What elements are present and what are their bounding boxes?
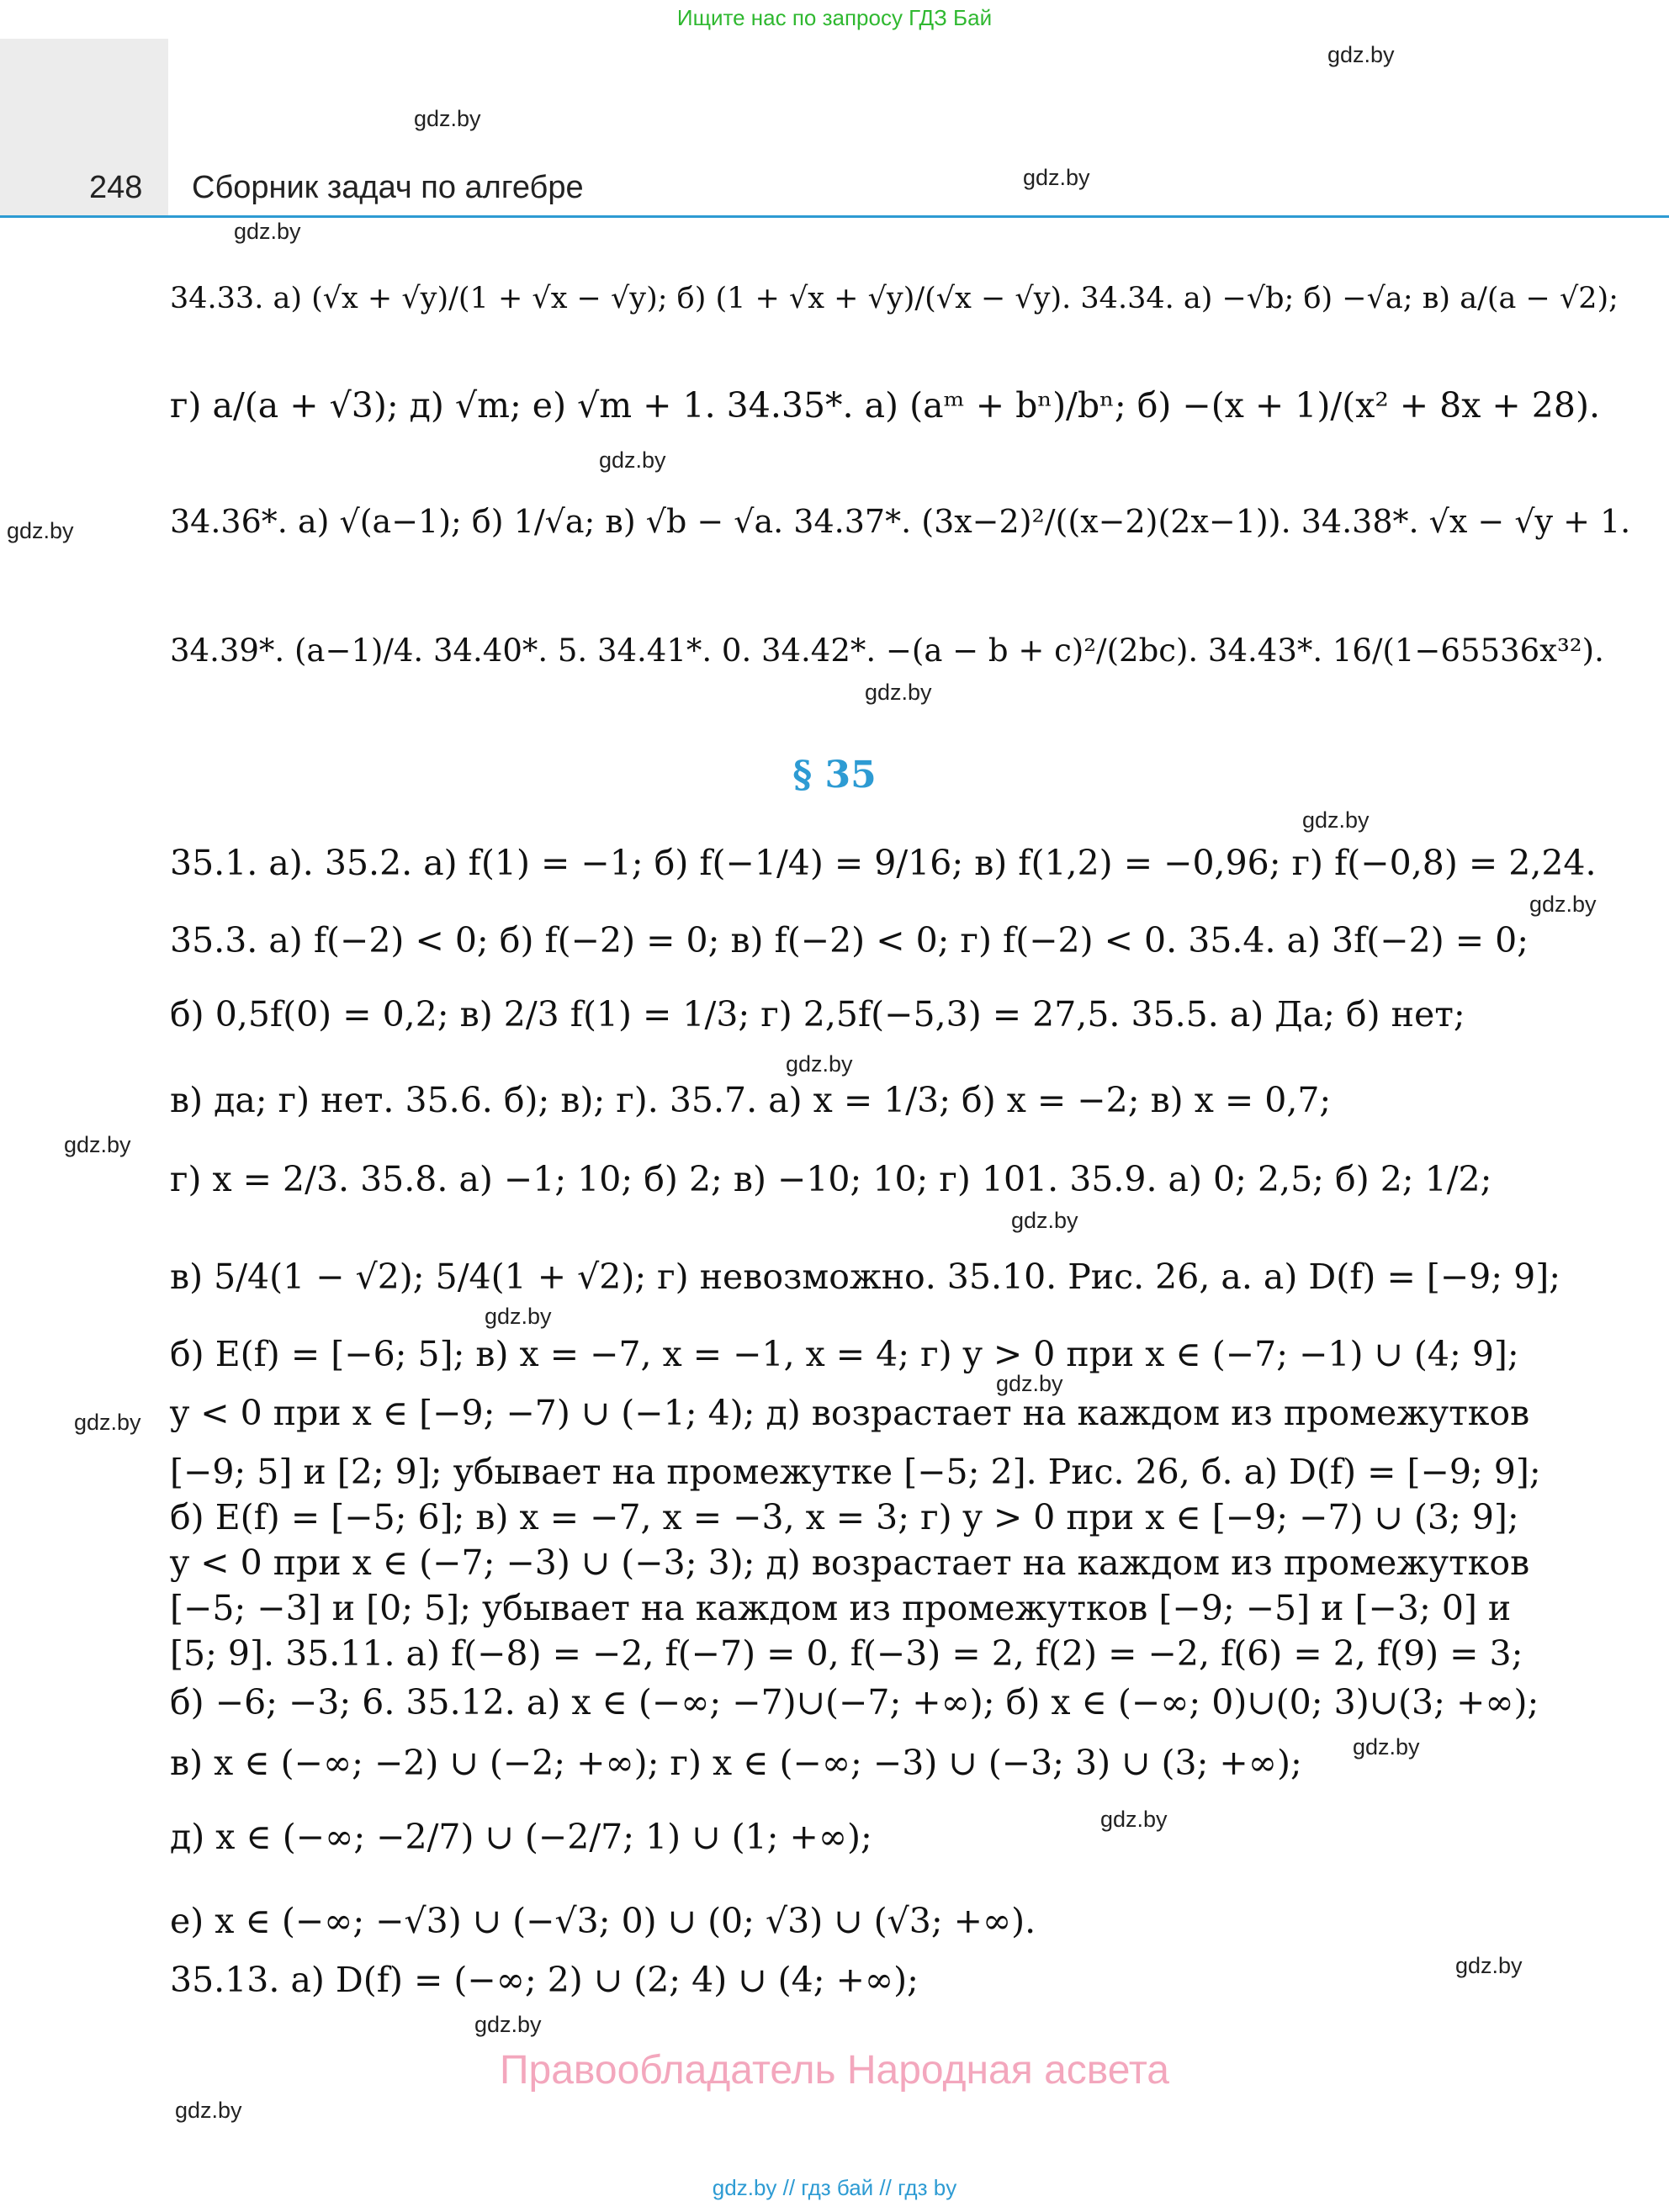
answer-line: 34.33. а) (√x + √y)/(1 + √x − √y); б) (1 + √x + √y)/(√x − √y). 34.34. а) −√b; б) −√a; в) a/(a − √2); — [170, 282, 1619, 315]
page-number: 248 — [89, 170, 143, 205]
answer-line: е) x ∈ (−∞; −√3) ∪ (−√3; 0) ∪ (0; √3) ∪ (√3; +∞). — [170, 1901, 1036, 1941]
watermark: gdz.by — [1011, 1208, 1078, 1233]
watermark: gdz.by — [865, 680, 932, 705]
answer-line: в) x ∈ (−∞; −2) ∪ (−2; +∞); г) x ∈ (−∞; −3) ∪ (−3; 3) ∪ (3; +∞); — [170, 1743, 1302, 1783]
header-rule — [0, 215, 1669, 218]
answer-line: 34.36*. а) √(a−1); б) 1/√a; в) √b − √a. 34.37*. (3x−2)²/((x−2)(2x−1)). 34.38*. √x − √y + 1. — [170, 503, 1631, 540]
answer-line: 34.39*. (a−1)/4. 34.40*. 5. 34.41*. 0. 34.42*. −(a − b + c)²/(2bc). 34.43*. 16/(1−65536x³²). — [170, 632, 1604, 669]
watermark: gdz.by — [1100, 1807, 1168, 1832]
footer-links: gdz.by // гдз бай // гдз by — [712, 2175, 957, 2200]
watermark: gdz.by — [175, 2098, 242, 2123]
watermark: gdz.by — [485, 1304, 552, 1329]
answer-line: б) E(f) = [−6; 5]; в) x = −7, x = −1, x = 4; г) y > 0 при x ∈ (−7; −1) ∪ (4; 9]; — [170, 1334, 1519, 1374]
watermark: gdz.by — [64, 1132, 131, 1157]
watermark: gdz.by — [1327, 42, 1395, 67]
answer-line: [−5; −3] и [0; 5]; убывает на каждом из промежутков [−9; −5] и [−3; 0] и — [170, 1588, 1512, 1628]
watermark: gdz.by — [1529, 892, 1597, 917]
answer-line: г) x = 2/3. 35.8. а) −1; 10; б) 2; в) −10; 10; г) 101. 35.9. а) 0; 2,5; б) 2; 1/2; — [170, 1159, 1492, 1199]
answer-line: y < 0 при x ∈ [−9; −7) ∪ (−1; 4); д) возрастает на каждом из промежутков — [170, 1393, 1530, 1433]
watermark: gdz.by — [1353, 1734, 1420, 1760]
watermark: gdz.by — [234, 219, 301, 244]
answer-line: y < 0 при x ∈ (−7; −3) ∪ (−3; 3); д) возрастает на каждом из промежутков — [170, 1543, 1530, 1583]
section-heading: § 35 — [792, 754, 877, 796]
watermark: gdz.by — [599, 447, 666, 473]
answer-line: б) 0,5f(0) = 0,2; в) 2/3 f(1) = 1/3; г) 2,5f(−5,3) = 27,5. 35.5. а) Да; б) нет; — [170, 994, 1465, 1035]
answer-line: в) да; г) нет. 35.6. б); в); г). 35.7. а) x = 1/3; б) x = −2; в) x = 0,7; — [170, 1080, 1332, 1120]
watermark: gdz.by — [1302, 807, 1370, 833]
watermark: gdz.by — [414, 106, 481, 131]
answer-line: 35.13. а) D(f) = (−∞; 2) ∪ (2; 4) ∪ (4; +∞); — [170, 1960, 919, 2000]
answer-line: б) E(f) = [−5; 6]; в) x = −7, x = −3, x = 3; г) y > 0 при x ∈ [−9; −7) ∪ (3; 9]; — [170, 1497, 1519, 1537]
watermark: gdz.by — [1023, 165, 1090, 190]
answer-line: 35.1. а). 35.2. а) f(1) = −1; б) f(−1/4) = 9/16; в) f(1,2) = −0,96; г) f(−0,8) = 2,24. — [170, 843, 1597, 883]
copyright-notice: Правообладатель Народная асвета — [500, 2048, 1169, 2093]
watermark: gdz.by — [74, 1410, 141, 1435]
answer-line: б) −6; −3; 6. 35.12. а) x ∈ (−∞; −7)∪(−7; +∞); б) x ∈ (−∞; 0)∪(0; 3)∪(3; +∞); — [170, 1682, 1539, 1723]
answer-line: 35.3. а) f(−2) < 0; б) f(−2) = 0; в) f(−2) < 0; г) f(−2) < 0. 35.4. а) 3f(−2) = 0; — [170, 920, 1529, 960]
running-head: Сборник задач по алгебре — [192, 170, 584, 205]
watermark: gdz.by — [786, 1051, 853, 1077]
answer-line: д) x ∈ (−∞; −2/7) ∪ (−2/7; 1) ∪ (1; +∞); — [170, 1817, 872, 1857]
watermark: gdz.by — [474, 2012, 542, 2037]
answer-line: г) a/(a + √3); д) √m; е) √m + 1. 34.35*. а) (aᵐ + bⁿ)/bⁿ; б) −(x + 1)/(x² + 8x + 28). — [170, 385, 1600, 426]
top-banner: Ищите нас по запросу ГДЗ Бай — [676, 5, 993, 30]
answer-line: [−9; 5] и [2; 9]; убывает на промежутке [−5; 2]. Рис. 26, б. а) D(f) = [−9; 9]; — [170, 1452, 1541, 1492]
answer-line: [5; 9]. 35.11. а) f(−8) = −2, f(−7) = 0, f(−3) = 2, f(2) = −2, f(6) = 2, f(9) = 3; — [170, 1633, 1523, 1674]
watermark: gdz.by — [1455, 1953, 1523, 1978]
header-grey-block — [0, 39, 168, 215]
watermark: gdz.by — [996, 1371, 1063, 1396]
watermark: gdz.by — [7, 518, 74, 543]
answer-line: в) 5/4(1 − √2); 5/4(1 + √2); г) невозможно. 35.10. Рис. 26, а. а) D(f) = [−9; 9]; — [170, 1257, 1561, 1297]
